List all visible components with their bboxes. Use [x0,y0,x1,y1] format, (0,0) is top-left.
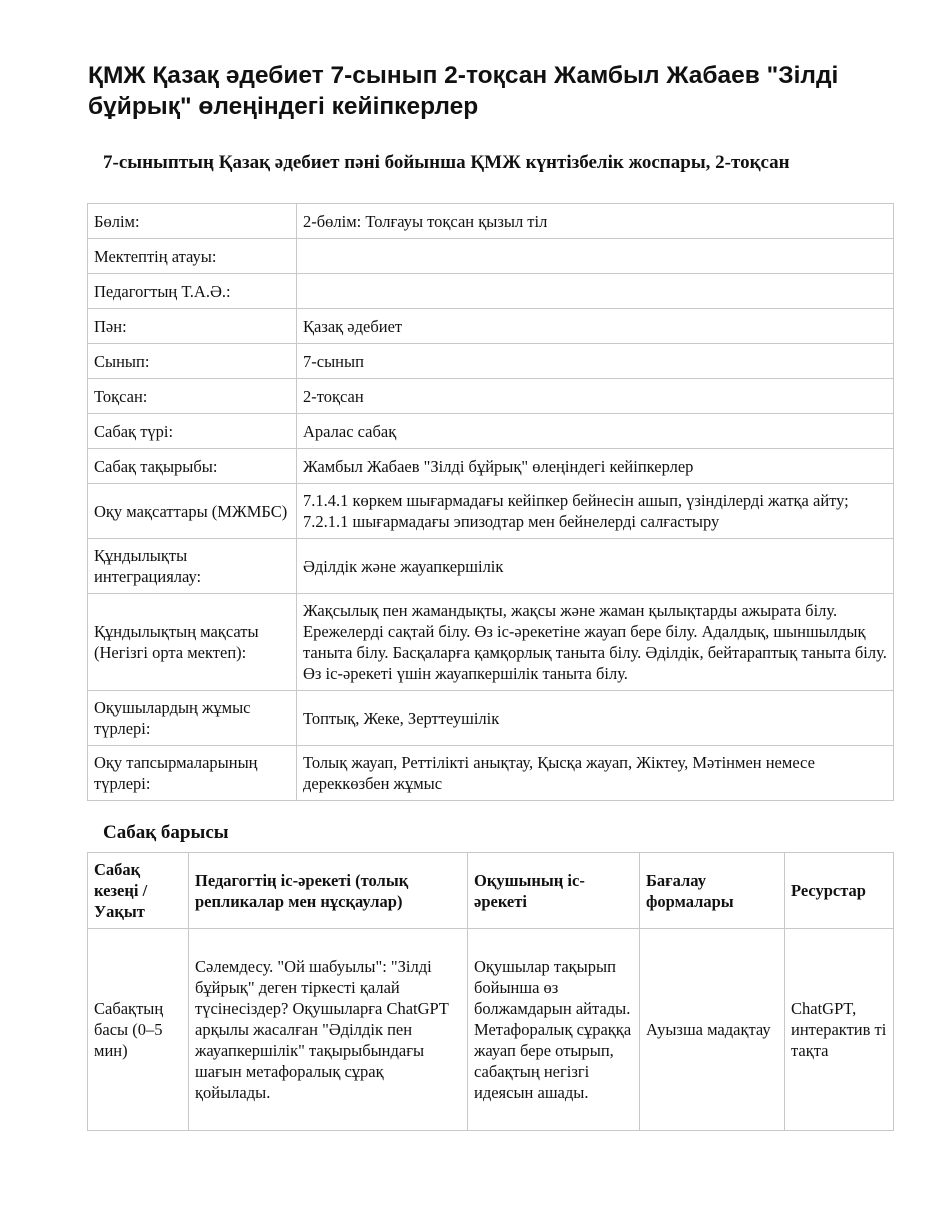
info-label: Оқу мақсаттары (МЖМБС) [88,484,297,539]
info-value [297,274,894,309]
info-value: 2-тоқсан [297,379,894,414]
teacher-activity-cell: Сәлемдесу. "Ой шабуылы": "Зілді бұйрық" деген тіркесті қалай түсінесіздер? Оқушыларға ChatGPT арқылы жасалған "Әділдік пен жауапкершілік" тақырыбындағы шағын метафоралық сұрақ қойылады. [189,929,468,1131]
info-value: Қазақ әдебиет [297,309,894,344]
info-row-value-goal [88,594,894,691]
info-row-lesson-type [88,414,894,449]
column-header-stage: Сабақ кезеңі / Уақыт [88,853,189,929]
info-label: Бөлім: [88,204,297,239]
column-header-teacher-activity: Педагогтің іс-әрекеті (толық репликалар мен нұсқаулар) [189,853,468,929]
assessment-cell: Ауызша мадақтау [640,929,785,1131]
student-activity-cell: Оқушылар тақырып бойынша өз болжамдарын айтады. Метафоралық сұраққа жауап бере отырып, сабақтың негізгі идеясын ашады. [468,929,640,1131]
info-row-learning-objectives [88,484,894,539]
info-label: Сабақ тақырыбы: [88,449,297,484]
page-title: ҚМЖ Қазақ әдебиет 7-сынып 2-тоқсан Жамбыл Жабаев "Зілді бұйрық" өлеңіндегі кейіпкерлер [88,62,839,120]
lesson-table [87,852,894,1131]
info-label: Сабақ түрі: [88,414,297,449]
info-value: 7-сынып [297,344,894,379]
info-row-work-types [88,691,894,746]
info-label: Педагогтың Т.А.Ә.: [88,274,297,309]
info-row-subject [88,309,894,344]
table-row [88,929,894,1131]
info-row-school [88,239,894,274]
lesson-progress-heading: Сабақ барысы [103,822,229,843]
info-value: 7.1.4.1 көркем шығармадағы кейіпкер бейнесін ашып, үзінділерді жатқа айту; 7.2.1.1 шығармадағы эпизодтар мен бейнелерді салғастыру [297,484,894,539]
info-value: Топтық, Жеке, Зерттеушілік [297,691,894,746]
info-value [297,239,894,274]
info-label: Мектептің атауы: [88,239,297,274]
column-header-resources: Ресурстар [785,853,894,929]
info-row-grade [88,344,894,379]
info-row-value-integration [88,539,894,594]
plan-subtitle: 7-сыныптың Қазақ әдебиет пәні бойынша ҚМЖ күнтізбелік жоспары, 2-тоқсан [103,152,790,173]
info-label: Құндылықтың мақсаты (Негізгі орта мектеп): [88,594,297,691]
info-label: Оқу тапсырмаларының түрлері: [88,746,297,801]
info-label: Құндылықты интеграциялау: [88,539,297,594]
info-row-lesson-topic [88,449,894,484]
info-value: Әділдік және жауапкершілік [297,539,894,594]
info-label: Сынып: [88,344,297,379]
info-table [87,203,894,801]
lesson-header-row [88,853,894,929]
column-header-student-activity: Оқушының іс-әрекеті [468,853,640,929]
column-header-assessment: Бағалау формалары [640,853,785,929]
info-value: Жақсылық пен жамандықты, жақсы және жаман қылықтарды ажырата білу. Ережелерді сақтай білу. Өз іс-әрекетіне жауап бере білу. Адалдық, шыншылдық таныта білу. Басқаларға қамқорлық таныта білу. Әділдік, бейтараптық таныта білу. Өз іс-әрекеті үшін жауапкершілік таныта білу. [297,594,894,691]
info-value: Аралас сабақ [297,414,894,449]
info-row-task-types [88,746,894,801]
info-label: Пән: [88,309,297,344]
info-value: Толық жауап, Реттілікті анықтау, Қысқа жауап, Жіктеу, Мәтінмен немесе дереккөзбен жұмыс [297,746,894,801]
lesson-stage-cell: Сабақтың басы (0–5 мин) [88,929,189,1131]
info-value: Жамбыл Жабаев "Зілді бұйрық" өлеңіндегі кейіпкерлер [297,449,894,484]
resources-cell: ChatGPT, интерактив ті тақта [785,929,894,1131]
info-row-quarter [88,379,894,414]
info-value: 2-бөлім: Толғауы тоқсан қызыл тіл [297,204,894,239]
info-label: Оқушылардың жұмыс түрлері: [88,691,297,746]
info-row-section [88,204,894,239]
info-label: Тоқсан: [88,379,297,414]
info-row-teacher [88,274,894,309]
